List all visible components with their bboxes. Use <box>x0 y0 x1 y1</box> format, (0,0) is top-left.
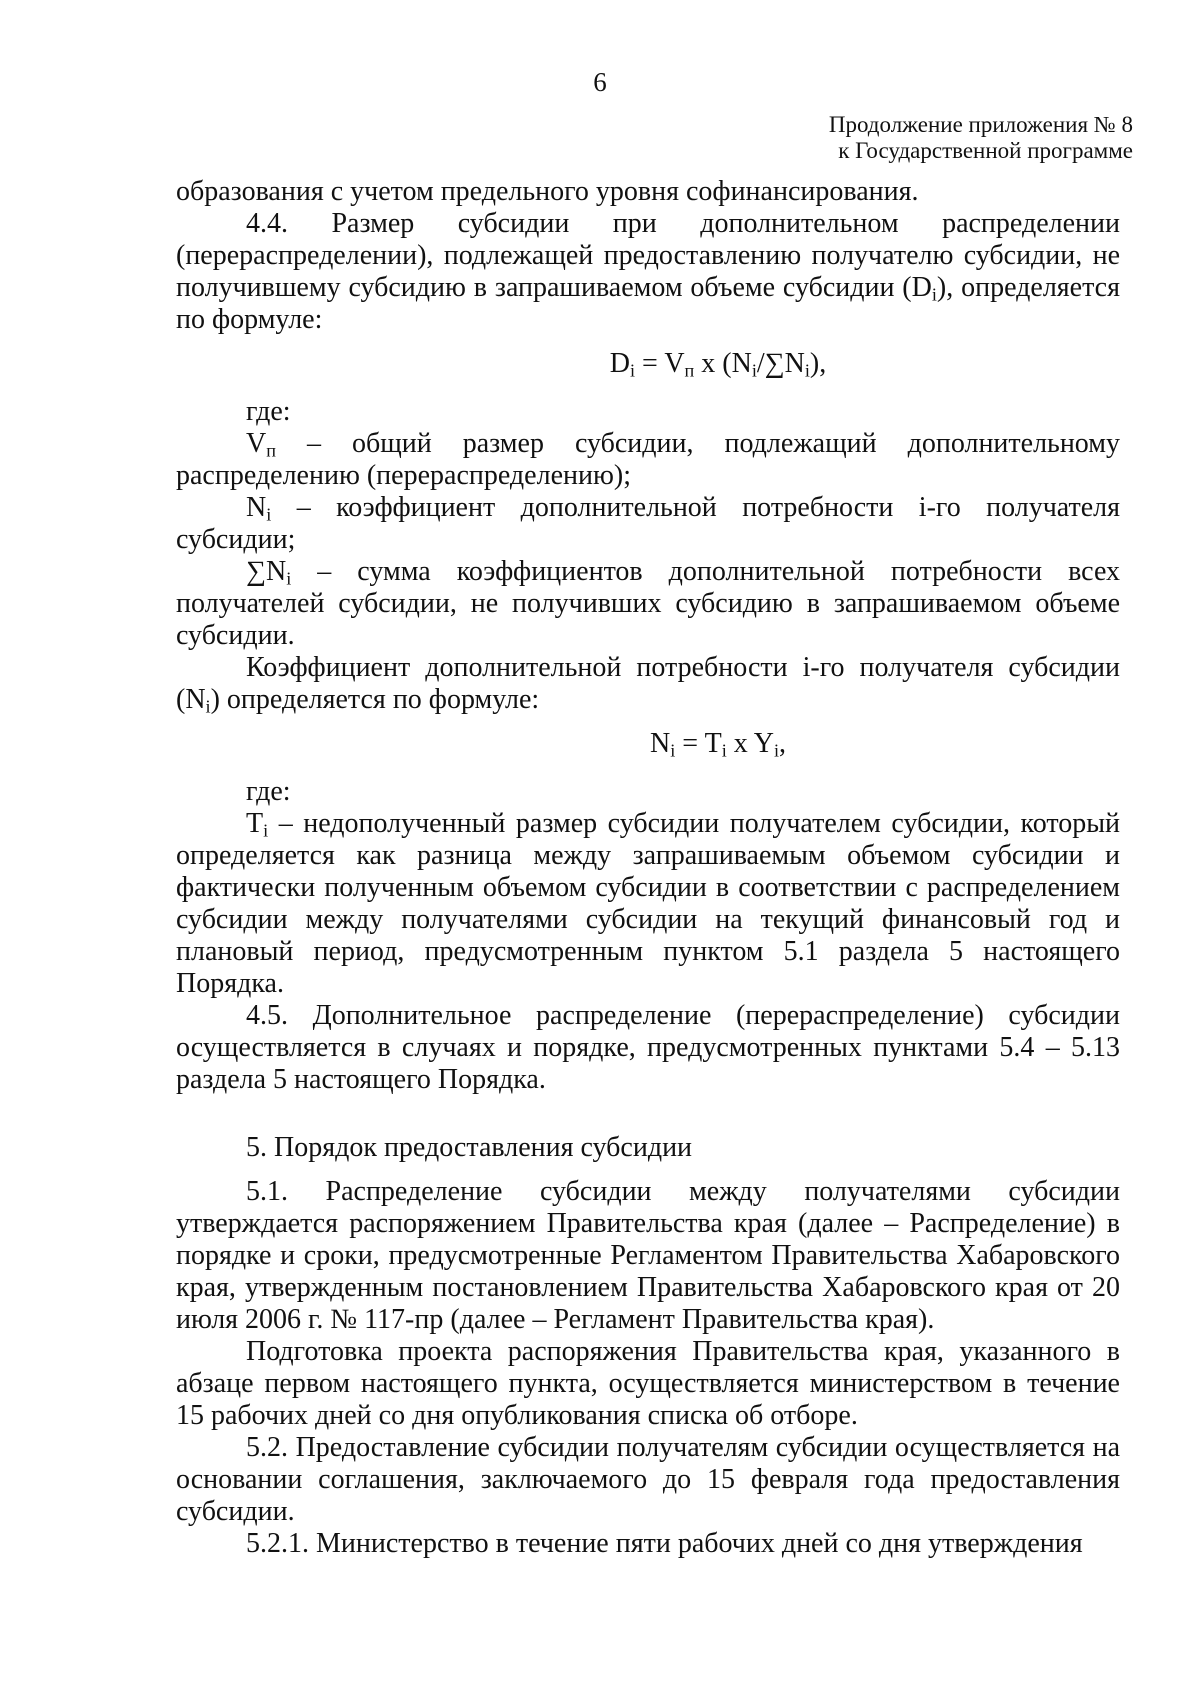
definition-symbol-sub: i <box>266 504 272 525</box>
definition-text: – сумма коэффициентов дополнительной потребности всех получателей субсидии, не получивших субсидию в запрашиваемом объеме субсидии. <box>176 556 1120 651</box>
coefficient-paragraph-text: Коэффициент дополнительной потребности i-го получателя субсидии (N <box>176 652 1120 715</box>
formula-ni-sub: i <box>670 740 676 761</box>
formula-di-part: /∑N <box>756 348 805 379</box>
continuation-paragraph: образования с учетом предельного уровня софинансирования. <box>176 176 919 207</box>
formula-ni-part: x Y <box>726 728 774 759</box>
definition-symbol: N <box>246 492 267 523</box>
document-body <box>176 176 1120 1560</box>
formula-ni-part: , <box>779 728 786 759</box>
coefficient-paragraph-sub: i <box>205 696 211 717</box>
formula-di-sub: i <box>804 360 810 381</box>
definition-symbol: V <box>246 428 267 459</box>
paragraph-5-2: 5.2. Предоставление субсидии получателям субсидии осуществляется на основании соглашения, заключаемого до 15 февраля года предоставления субсидии. <box>176 1432 1120 1527</box>
coefficient-paragraph-end: ) определяется по формуле: <box>210 684 540 715</box>
paragraph-4-5: 4.5. Дополнительное распределение (перераспределение) субсидии осуществляется в случаях и порядке, предусмотренных пунктами 5.4 – 5.13 раздела 5 настоящего Порядка. <box>176 1000 1120 1095</box>
formula-di-part: D <box>609 348 630 379</box>
appendix-header-line-2: к Государственной программе <box>838 138 1133 163</box>
definition-symbol: T <box>246 808 264 839</box>
formula-di-sub: i <box>751 360 757 381</box>
definition-ti <box>176 808 1120 1000</box>
formula-di <box>176 348 1120 380</box>
formula-di-part: x (N <box>694 348 752 379</box>
appendix-header-line-1: Продолжение приложения № 8 <box>828 112 1133 137</box>
definition-symbol-sub: п <box>266 440 276 461</box>
formula-di-sub: п <box>684 360 695 381</box>
paragraph-5-1: 5.1. Распределение субсидии между получателями субсидии утверждается распоряжением Правительства края (далее – Распределение) в порядке и сроки, предусмотренные Регламентом Правительства Хабаровского края, утвержденным постановлением Правительства Хабаровского края от 20 июля 2006 г. № 117-пр (далее – Регламент Правительства края). <box>176 1176 1120 1335</box>
where-label-2: где: <box>246 776 291 807</box>
paragraph-4-4-subscript: i <box>931 284 937 305</box>
page-number: 6 <box>593 67 607 97</box>
formula-ni-part: N <box>650 728 671 759</box>
section-5-heading: 5. Порядок предоставления субсидии <box>246 1132 693 1163</box>
paragraph-4-4 <box>176 208 1120 336</box>
paragraph-4-4-end: ), определяется по формуле: <box>176 272 1120 335</box>
formula-ni <box>176 728 1120 760</box>
formula-di-part: ), <box>809 348 827 379</box>
formula-di-part: = V <box>635 348 685 379</box>
formula-ni-part: = T <box>675 728 722 759</box>
definition-text: – общий размер субсидии, подлежащий дополнительному распределению (перераспределению); <box>176 428 1120 491</box>
coefficient-paragraph <box>176 652 1120 716</box>
definition-text: – коэффициент дополнительной потребности i-го получателя субсидии; <box>176 492 1120 555</box>
paragraph-5-2-1: 5.2.1. Министерство в течение пяти рабочих дней со дня утверждения <box>246 1528 1083 1559</box>
definition-vp <box>176 428 1120 492</box>
definition-sum-ni <box>176 556 1120 652</box>
definition-text: – недополученный размер субсидии получателем субсидии, который определяется как разница между запрашиваемым объемом субсидии и фактически полученным объемом субсидии в соответствии с распределением субсидии между получателями субсидии на текущий финансовый год и плановый период, предусмотренным пунктом 5.1 раздела 5 настоящего Порядка. <box>176 808 1120 999</box>
definition-symbol-sub: i <box>263 820 269 841</box>
definition-symbol-sub: i <box>286 568 292 589</box>
formula-ni-sub: i <box>773 740 779 761</box>
formula-di-sub: i <box>629 360 636 381</box>
definition-symbol: ∑N <box>246 556 287 587</box>
appendix-header <box>829 112 1133 164</box>
definition-ni <box>176 492 1120 556</box>
paragraph-4-4-text: 4.4. Размер субсидии при дополнительном распределении (перераспределении), подлежащей предоставлению получателю субсидии, не получившему субсидию в запрашиваемом объеме субсидии (D <box>176 208 1120 303</box>
formula-ni-sub: i <box>721 740 727 761</box>
where-label-1: где: <box>246 396 291 427</box>
paragraph-5-1-second: Подготовка проекта распоряжения Правительства края, указанного в абзаце первом настоящего пункта, осуществляется министерством в течение 15 рабочих дней со дня опубликования списка об отборе. <box>176 1336 1120 1431</box>
